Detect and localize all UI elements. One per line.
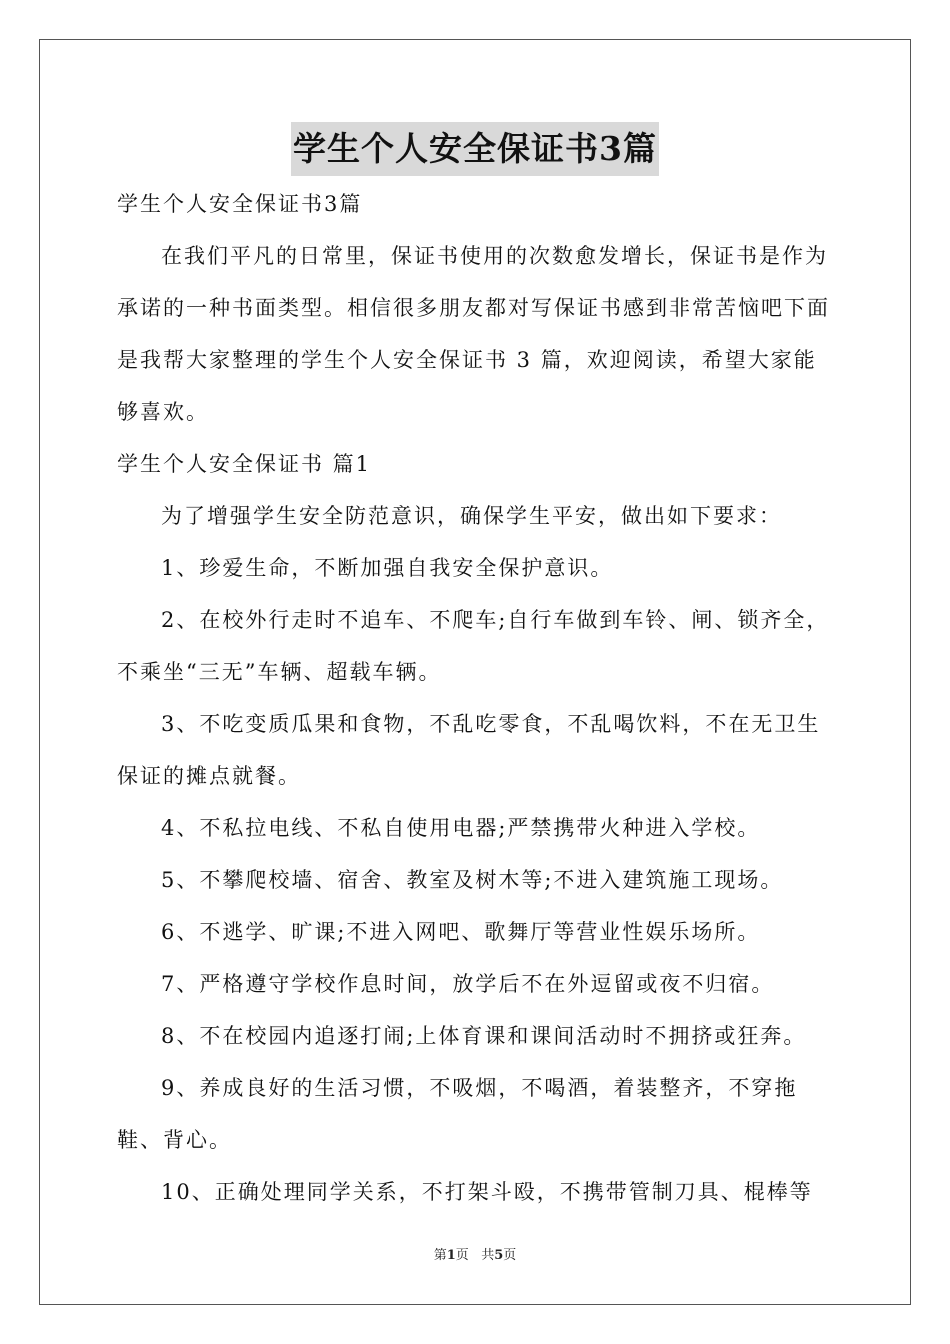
list-item: 10、正确处理同学关系，不打架斗殴，不携带管制刀具、棍棒等 [161,1180,813,1204]
page-label-prefix: 第 [433,1248,447,1263]
page-footer [0,1246,950,1266]
list-item: 8、不在校园内追逐打闹;上体育课和课间活动时不拥挤或狂奔。 [161,1024,807,1048]
document-title: 学生个人安全保证书3篇 [291,122,659,176]
paragraph-subtitle: 学生个人安全保证书3篇 [117,192,363,216]
list-item: 6、不逃学、旷课;不进入网吧、歌舞厅等营业性娱乐场所。 [161,920,761,944]
list-item: 2、在校外行走时不追车、不爬车;自行车做到车铃、闸、锁齐全，不乘坐“三无”车辆、超载车辆。 [117,608,830,684]
current-page-number: 1 [446,1248,456,1263]
list-item: 1、珍爱生命，不断加强自我安全保护意识。 [161,556,614,580]
document-body [117,178,837,1218]
paragraph-intro: 在我们平凡的日常里，保证书使用的次数愈发增长，保证书是作为承诺的一种书面类型。相信很多朋友都对写保证书感到非常苦恼吧下面是我帮大家整理的学生个人安全保证书 3 篇，欢迎阅读，希望大家能够喜欢。 [117,244,830,424]
title-container [0,122,950,176]
list-item: 4、不私拉电线、不私自使用电器;严禁携带火种进入学校。 [161,816,761,840]
section-heading: 学生个人安全保证书 篇1 [117,452,372,476]
list-item: 5、不攀爬校墙、宿舍、教室及树木等;不进入建筑施工现场。 [161,868,784,892]
total-pages-number: 5 [494,1248,504,1263]
total-label-prefix: 共 [481,1248,495,1263]
total-label-suffix: 页 [503,1248,517,1263]
list-item: 9、养成良好的生活习惯，不吸烟，不喝酒，着装整齐，不穿拖鞋、背心。 [117,1076,798,1152]
list-item: 3、不吃变质瓜果和食物，不乱吃零食，不乱喝饮料，不在无卫生保证的摊点就餐。 [117,712,821,788]
list-item: 7、严格遵守学校作息时间，放学后不在外逗留或夜不归宿。 [161,972,775,996]
paragraph-preamble: 为了增强学生安全防范意识，确保学生平安，做出如下要求： [161,504,782,528]
page-label-suffix: 页 [455,1248,469,1263]
